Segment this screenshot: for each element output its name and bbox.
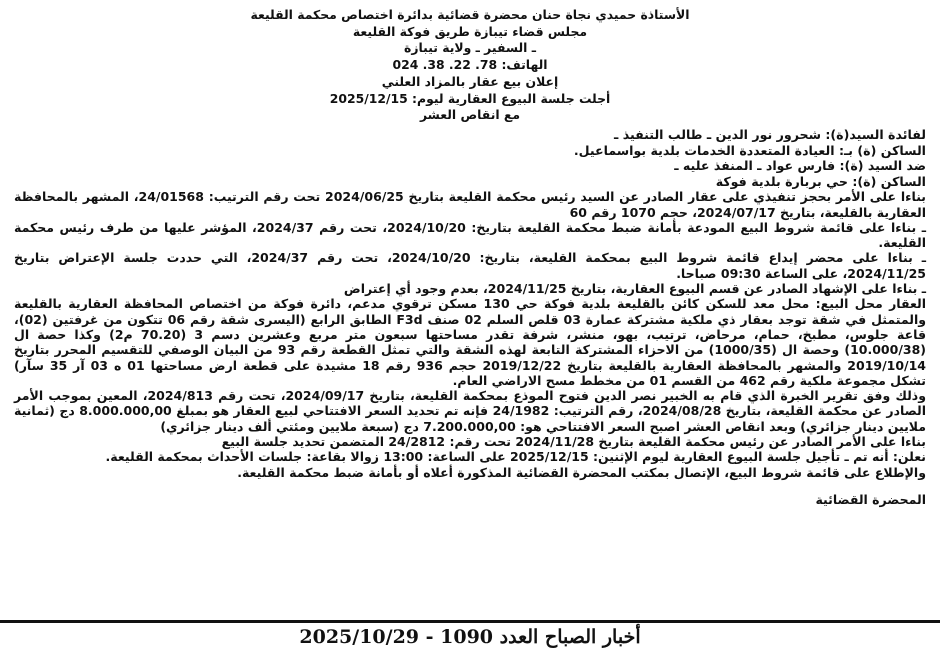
bailiff-name-line: الأستاذة حميدي نجاة حنان محضرة قضائية بدائرة اختصاص محكمة القليعة [250,7,690,22]
creditor-line: لفائدة السيد(ة): شحرور نور الدين ـ طالب التنفيذ ـ [614,126,926,142]
expert-report-paragraph: وذلك وفق تقرير الخبرة الذي قام به الخبير نصر الدين فتوح الموذع بمحكمة القليعة، بتاريخ 2024/09/17، تحت رقم 2024/813، المعين بموجب الأمر الصادر عن محكمة القليعة، بتاريخ 2024/08/28، رقم الترتيب: 24/1982 فإنه تم تحديد السعر الافتتاحي لبيع العقار هو بمبلغ 8.000.000,00 دج (ثمانية ملايين دينار جزائري) وبعد انقاص العشر اصبح السعر الافتتاحي هو: 7.200.000,00 دج (سبعة ملايين ومئتي ألف دينار جزائري) [14,388,926,434]
newspaper-footer [0,620,940,656]
phone-number: 024 .38 .22 .78 [392,57,498,73]
property-description-paragraph: العقار محل البيع: محل معد للسكن كائن بالقليعة بلدية فوكة حي 130 مسكن ترقوي مدعم، دائرة فوكة من اختصاص المحافظة العقارية بالقليعة والمتمثل في شقة توجد بعقار ذي ملكية مشتركة عمارة 03 قلص السلم 02 صنف F3d الطابق الرابع (اليسرى شقة رقم 06 تتكون من غرفتين (02)، قاعة جلوس، مطبخ، حمام، مرحاض، ترتيب، بهو، منشر، شرفة تقدر مساحتها سبعون متر مربع وعشرين دسم 3 (70.20 م2) وكذا حصة ال (10.000/38) وحصة ال (1000/35) من الاحزاء المشتركة التابعة لهذه الشقة والتي تمثل القطعة رقم 93 من البيان الوصفي للتقسيم المحرر بتاريخ 2019/10/14 والمشهر بالمحافظة العقارية بالقليعة بتاريخ 2019/12/22 حجم 936 رقم 18 مشيدة على قطعة ارض مساحتها 01 ه 03 آر 35 سآر) تشكل مجموعة ملكية رقم 462 من القسم 01 من مخطط مسح الاراضي العام. [14,296,927,388]
footer-issue-text: أخبار الصباح العدد 1090 - 2025/10/29 [299,626,641,648]
parties-block [14,127,926,189]
notice-body [14,189,926,480]
notice-title: إعلان بيع عقار بالمزاد العلني [381,73,559,89]
contact-paragraph: والإطلاع على قائمة شروط البيع، الإتصال بمكتب المحضرة القضائية المذكورة أعلاه أو بأمانة ضبط محكمة القليعة. [237,464,926,480]
signature: المحضرة القضائية [815,491,926,507]
seizure-order-paragraph: بناءا على الأمر بحجز تنفيذي على عقار الصادر عن السيد رئيس محكمة القليعة بتاريخ 2024/06/25 تحت رقم الترتيب: 24/01568، المشهر بالمحافظة العقارية بالقليعة، بتاريخ 2024/07/17، حجم 1070 رقم 60 [14,189,926,220]
no-objection-paragraph: ـ بناءا على الإشهاد الصادر عن قسم البيوع العقارية، بتاريخ 2024/11/25، بعدم وجود أي إعتراض [343,281,926,297]
announcement-paragraph: نعلن: أنه تم ـ تأجيل جلسة البيوع العقارية ليوم الإثنين: 2025/12/15 على الساعة: 13:00 زوالا بقاعة: جلسات الأحداث بمحكمة القليعة. [105,449,926,465]
court-council-line: مجلس قضاء تيبازة طريق فوكة القليعة [352,23,588,39]
address-line: ـ السفير ـ ولاية تيبازة [404,40,536,56]
phone-line [14,57,926,74]
deposit-report-paragraph: ـ بناءا على محضر إيداع قائمة شروط البيع بمحكمة القليعة، بتاريخ: 2024/10/20، تحت رقم 2024/37، التي حددت جلسة الإعتراض بتاريخ 2024/11/25، على الساعة 09:30 صباحا. [14,250,926,281]
sale-date-order-paragraph: بناءا على الأمر الصادر عن رئيس محكمة القليعة بتاريخ 2024/11/28 تحت رقم: 24/2812 المتضمن تحديد جلسة البيع [221,434,926,450]
reduction-line: مع انقاص العشر [419,107,521,123]
debtor-address-line: الساكن (ة): حي بربارة بلدية فوكة [715,173,926,189]
postponement-line: أجلت جلسة البيوع العقارية ليوم: 2025/12/15 [329,90,611,106]
creditor-address-line: الساكن (ة) بـ: العيادة المتعددة الخدمات بلدية بواسماعيل. [573,142,926,158]
phone-label: الهاتف: [501,57,548,73]
debtor-line: ضد السيد (ة): فارس عواد ـ المنفذ عليه ـ [674,158,926,174]
notice-header [14,7,926,124]
conditions-list-paragraph: ـ بناءا على قائمة شروط البيع المودعة بأمانة ضبط محكمة القليعة بتاريخ: 2024/10/20، تحت رقم 2024/37، المؤشر عليها من طرف رئيس محكمة القليعة. [14,219,926,251]
